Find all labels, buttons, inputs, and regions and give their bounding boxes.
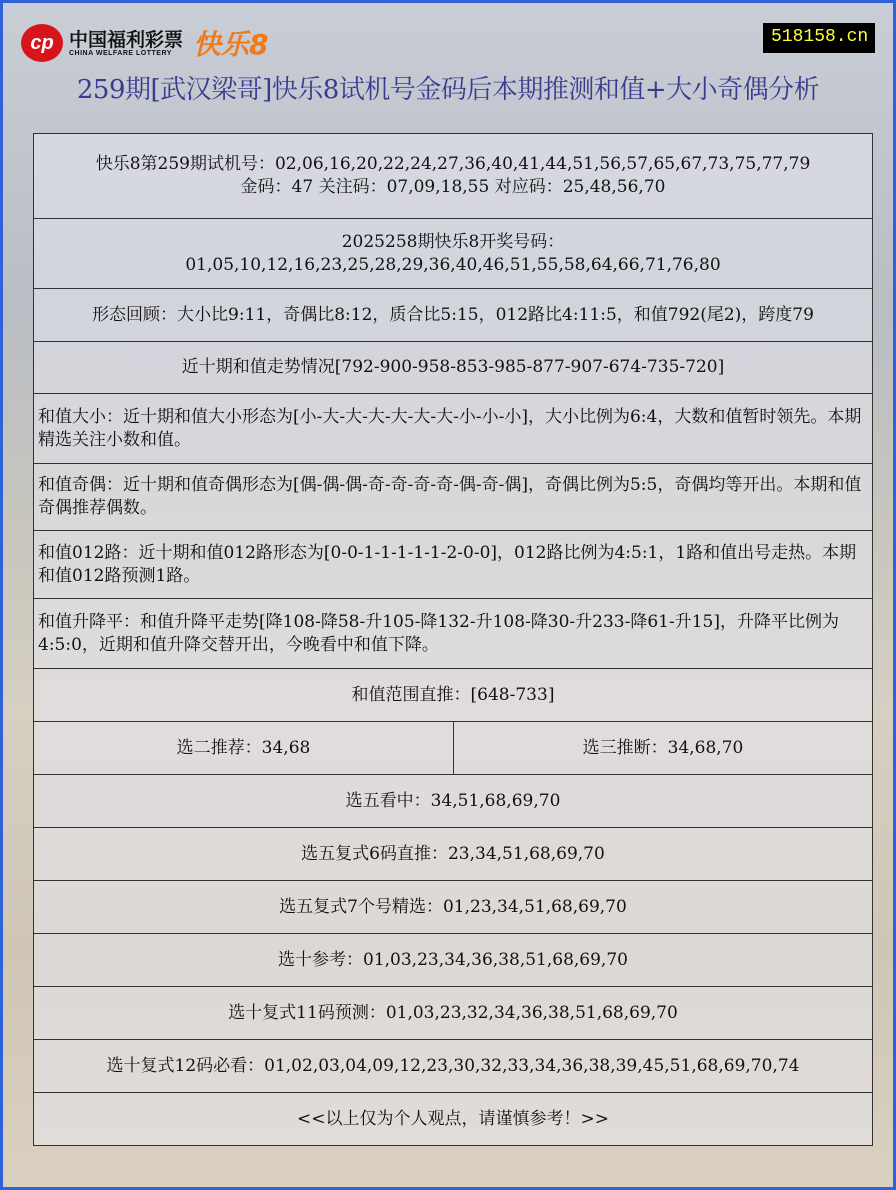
disclaimer: <<以上仅为个人观点，请谨慎参考！>> — [34, 1093, 873, 1146]
test-numbers: 快乐8第259期试机号：02,06,16,20,22,24,27,36,40,41,44,51,56,57,65,67,73,75,77,79 — [95, 154, 811, 174]
logo-en: CHINA WELFARE LOTTERY — [69, 49, 172, 57]
size-analysis: 和值大小：近十期和值大小形态为[小-大-大-大-大-大-大-小-小-小]，大小比例为6:4，大数和值暂时领先。本期精选关注小数和值。 — [34, 394, 873, 464]
draw-numbers: 01,05,10,12,16,23,25,28,29,36,40,46,51,55,58,64,66,71,76,80 — [185, 254, 721, 275]
page-title: 259期[武汉梁哥]快乐8试机号金码后本期推测和值+大小奇偶分析 — [76, 75, 820, 105]
logo-game: 快乐8 — [193, 28, 269, 61]
pick10-12: 选十复式12码必看：01,02,03,04,09,12,23,30,32,33,34,36,38,39,45,51,68,69,70,74 — [34, 1040, 873, 1093]
pick10: 选十参考：01,03,23,34,36,38,51,68,69,70 — [34, 934, 873, 987]
range: 和值范围直推：[648-733] — [34, 669, 873, 722]
codes: 金码：47 关注码：07,09,18,55 对应码：25,48,56,70 — [240, 177, 666, 197]
welfare-lottery-logo-icon: cp — [21, 24, 63, 62]
analysis-table — [33, 133, 873, 1146]
trend: 近十期和值走势情况[792-900-958-853-985-877-907-674-735-720] — [34, 342, 873, 394]
pick10-11: 选十复式11码预测：01,03,23,32,34,36,38,51,68,69,70 — [34, 987, 873, 1040]
parity-analysis: 和值奇偶：近十期和值奇偶形态为[偶-偶-偶-奇-奇-奇-奇-偶-奇-偶]，奇偶比例为5:5，奇偶均等开出。本期和值奇偶推荐偶数。 — [34, 464, 873, 531]
review: 形态回顾：大小比9:11，奇偶比8:12，质合比5:15，012路比4:11:5，和值792(尾2)，跨度79 — [34, 289, 873, 342]
site-badge[interactable]: 518158.cn — [763, 23, 875, 53]
pick5-7: 选五复式7个号精选：01,23,34,51,68,69,70 — [34, 881, 873, 934]
road-analysis: 和值012路：近十期和值012路形态为[0-0-1-1-1-1-1-2-0-0]，012路比例为4:5:1，1路和值出号走热。本期和值012路预测1路。 — [34, 531, 873, 599]
pick5: 选五看中：34,51,68,69,70 — [34, 775, 873, 828]
lottery-logo — [21, 23, 269, 63]
pick2: 选二推荐：34,68 — [34, 722, 454, 775]
pick5-6: 选五复式6码直推：23,34,51,68,69,70 — [34, 828, 873, 881]
pick3: 选三推断：34,68,70 — [454, 722, 873, 775]
test-numbers-cell — [34, 134, 873, 219]
draw-cell — [34, 219, 873, 289]
logo-cn: 中国福利彩票 — [69, 28, 184, 51]
draw-title: 2025258期快乐8开奖号码： — [341, 231, 565, 252]
updown-analysis: 和值升降平：和值升降平走势[降108-降58-升105-降132-升108-降30-升233-降61-升15]，升降平比例为4:5:0，近期和值升降交替开出，今晚看中和值下降。 — [34, 599, 873, 669]
